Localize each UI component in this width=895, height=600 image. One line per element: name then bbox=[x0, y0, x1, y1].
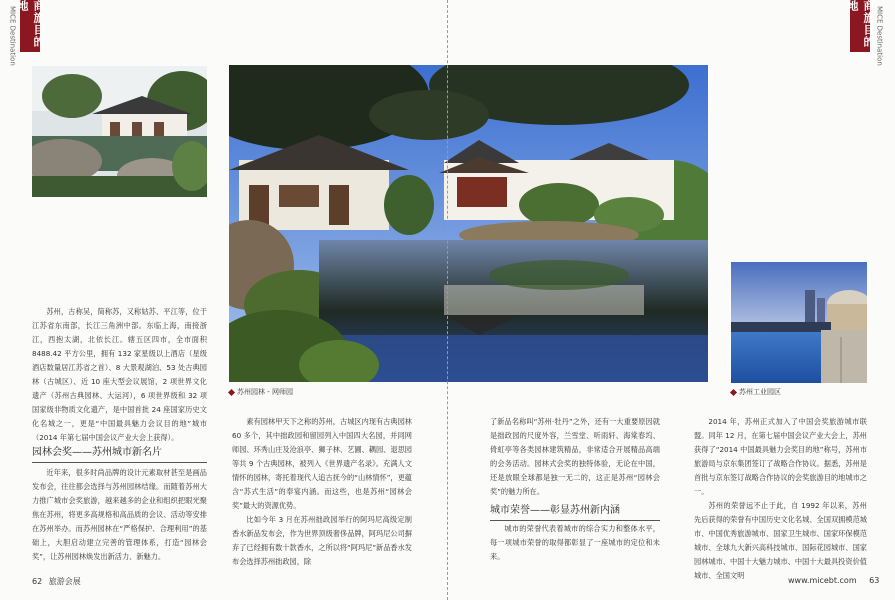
right-col2-text-1: 2014 年，苏州正式加入了中国会奖旅游城市联盟。同年 12 月，在第七届中国会议产业大会上，苏州获得了“2014 中国最具魅力会奖目的地”称号，苏州市旅游局与京东集团签订了战略合作协议。据悉，苏州是首批与京东签订战略合作协议的会奖旅游目的地城市之一。 bbox=[694, 417, 867, 496]
right-col2-body bbox=[694, 415, 867, 583]
caption-industrial-park bbox=[731, 387, 781, 397]
industrial-park-photo bbox=[731, 262, 867, 383]
caption-industrial-park-text: 苏州工业园区 bbox=[739, 388, 781, 396]
left-folio-title: 旅游会展 bbox=[48, 577, 81, 586]
subhead-garden-mice: 园林会奖——苏州城市新名片 bbox=[32, 443, 207, 463]
right-col1-body2 bbox=[490, 522, 660, 564]
left-col2-body bbox=[232, 415, 412, 569]
right-folio-url: www.micebt.com bbox=[788, 576, 857, 585]
industrial-park-image bbox=[731, 262, 867, 383]
left-page-number: 62 bbox=[32, 577, 43, 586]
left-col2-text-1: 素有园林甲天下之称的苏州，古城区内现有古典园林 60 多个，其中拙政园和留园列入中国四大名园，并同网师园、环秀山庄及沧浪亭、狮子林、艺圃、耦园、退思园等共 9 个古典园林，被列入《世界遗产名录》。充满人文情怀的园林，寄托着现代人追古抚今的“山林情怀”，更蕴含“苏式生活”的奉宴内涵。而这些，也是苏州“园林会奖”最大的资源优势。 bbox=[232, 417, 412, 510]
right-col1-body bbox=[490, 415, 660, 499]
gutter-fold-line bbox=[447, 0, 449, 600]
left-col1-text: 近年来，很多时尚品牌的设计元素取材甚至是画品发布会，往往都会选择与苏州园林结缘。而随着苏州大力推广城市会奖旅游，越来越多的企业和组织把眼光聚焦在苏州，将更多高规格和高品质的会议、活动等安排在苏州举办。而苏州园林在“严格保护、合理利用”的基础上，大胆启动建立完善的管理体系，打造“园林会奖”，让苏州园林焕发出新活力、新魅力。 bbox=[32, 468, 207, 561]
garden-photo-main bbox=[229, 65, 708, 382]
caption-diamond-icon bbox=[730, 388, 737, 395]
right-page-number: 63 bbox=[869, 576, 880, 585]
intro-text: 苏州，古称吴，简称苏，又称姑苏、平江等，位于江苏省东南部，长江三角洲中部。东临上海，南接浙江，西抱太湖，北依长江。辖五区四市，全市面积 8488.42 平方公里，拥有 132 家星级以上酒店（星级酒店数量居江苏省之首）、8 大景观湖泊、53 处古典园林（古城区）、近 10 座大型会议展馆，2 项世界文化遗产（苏州古典园林、大运河），6 项世界级和 32 项国家级非物质文化遗产，是中国首批 24 座国家历史文化名城之一，更是“中国最具魅力会议目的地”城市（2014 年第七届中国会议产业大会上获得）。 bbox=[32, 307, 207, 442]
garden-photo-main-image bbox=[229, 65, 708, 382]
caption-main-diamond-icon bbox=[228, 388, 235, 395]
section-cn-tab-right: 商旅目的地 bbox=[850, 0, 870, 52]
intro-paragraph bbox=[32, 305, 207, 445]
right-col1-text: 了新品名称叫“苏州·牡丹”之外，还有一大重要原因就是拙政园的尺度外容，兰雪堂、听雨轩、海棠春坞、倚虹亭等各类园林建筑精品，非常适合开展精品高端的会务活动。园林式会奖的独特体验，无论在中国，还是放眼全球都是独一无二的，这正是苏州“园林会奖”的魅力所在。 bbox=[490, 417, 660, 496]
caption-main bbox=[229, 387, 293, 397]
subhead-city-honors: 城市荣誉——彰显苏州新内涵 bbox=[490, 501, 660, 521]
right-col2-text-2: 苏州的荣誉远不止于此，自 1992 年以来，苏州先后获得的荣誉有中国历史文化名城、全国双拥模范城市、中国优秀旅游城市、国家卫生城市、国家环保模范城市、全球九大新兴高科技城市、国际花园城市、国家园林城市、中国十大魅力城市、中国十大最具投资价值城市、全国文明 bbox=[694, 501, 867, 580]
garden-photo-small-image bbox=[32, 66, 207, 197]
caption-main-text: 苏州园林 - 网师园 bbox=[237, 388, 293, 396]
right-folio bbox=[788, 576, 879, 585]
right-col1-text-2: 城市的荣誉代表着城市的综合实力和整体水平，每一项城市荣誉的取得都彰显了一座城市的定位和未来。 bbox=[490, 524, 660, 561]
section-en-label-right: MICE Destination bbox=[875, 6, 884, 66]
left-folio bbox=[32, 576, 81, 587]
section-cn-tab: 商旅目的地 bbox=[20, 0, 40, 52]
section-en-label: MICE Destination bbox=[8, 6, 17, 66]
left-col1-body bbox=[32, 466, 207, 564]
left-col2-text-2: 比如今年 3 月在苏州拙政园举行的阿玛尼高级定制香水新品发布会，作为世界顶级奢侈品牌，阿玛尼公司摒弃了已经拥有数十款香水，之所以将“阿玛尼”新品香水发布会选择苏州拙政园，除 bbox=[232, 515, 412, 566]
garden-photo-small bbox=[32, 66, 207, 197]
